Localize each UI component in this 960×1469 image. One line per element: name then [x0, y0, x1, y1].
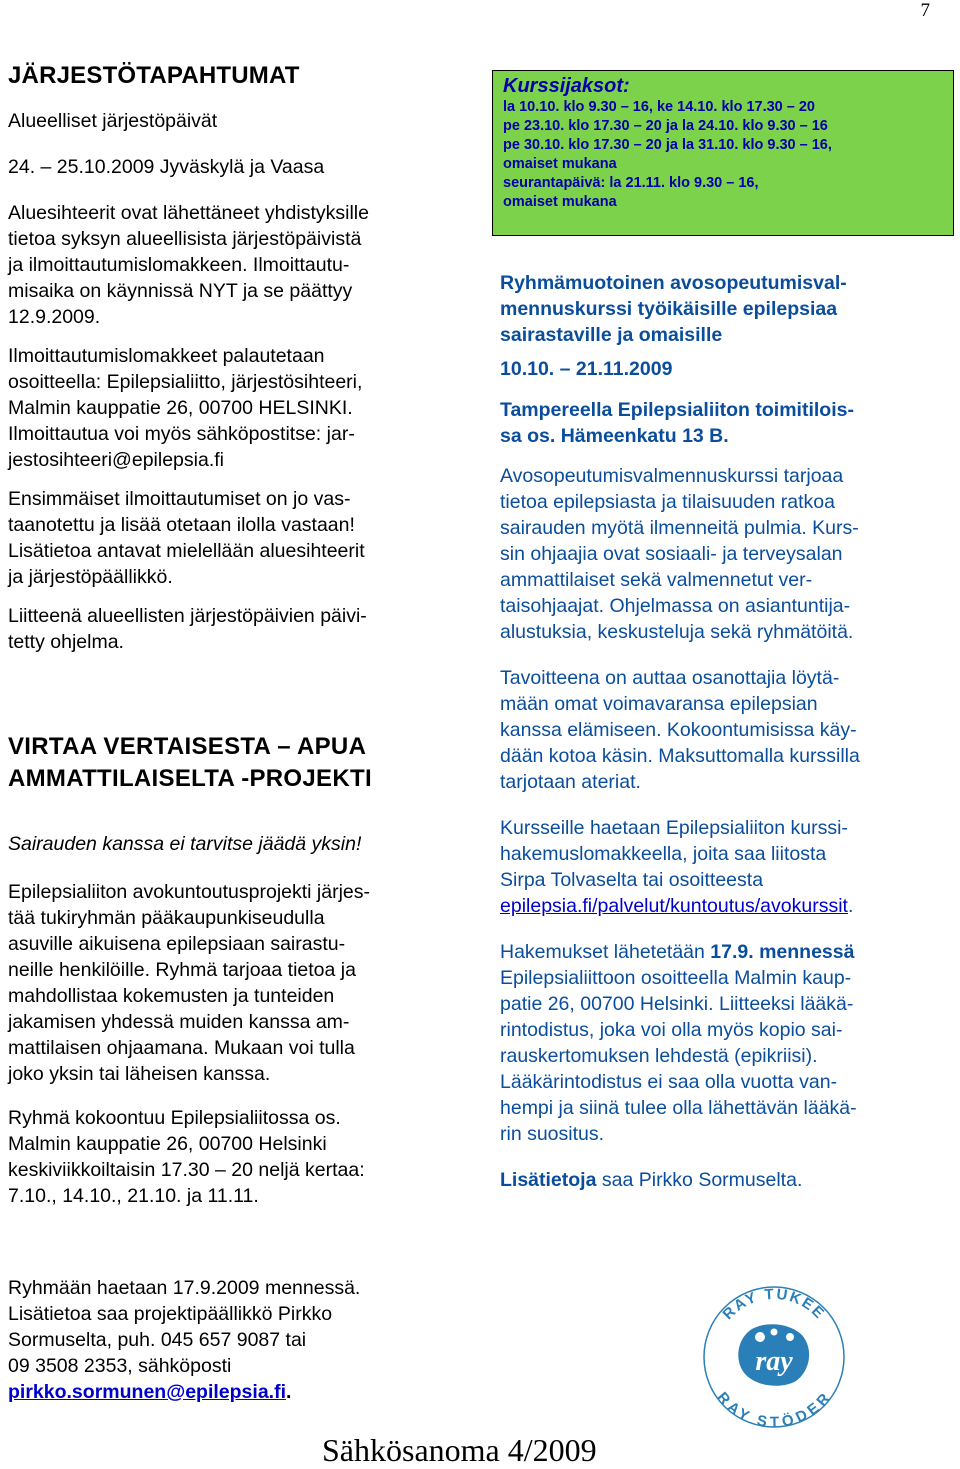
ray-logo: [694, 1277, 854, 1437]
left-column: [8, 62, 448, 1222]
paragraph-applications: Hakemukset lähetetään 17.9. mennessä Epilepsialiittoon osoitteella Malmin kaup- patie 26, 00700 Helsinki. Liitteeksi lääkä- rintodistus, joka voi olla myös kopio sai- rauskertomuksen lehdestä (epikriisi). Lääkärintodistus ei saa olla vuotta van- hempi ja siinä tulee olla lähettävän lääkä- rin suositus.: [500, 941, 857, 1145]
paragraph-received: Ensimmäiset ilmoittautumiset on jo vas- taanotettu ja lisää otetaan ilolla vastaan! Lisätietoa antavat mielellään aluesihteerit ja järjestöpäällikkö.: [8, 488, 365, 588]
paragraph-info: Lisätietoja saa Pirkko Sormuselta.: [500, 1169, 803, 1191]
paragraph-application-form: Kursseille haetaan Epilepsialiiton kurssi- hakemuslomakkeella, joita saa liitosta Sirpa Tolvaselta tai osoitteesta epilepsia.fi/palvelut/kuntoutus/avokurssit.: [500, 817, 854, 917]
page-number: 7: [920, 0, 930, 21]
box-title: Kurssijaksot:: [503, 75, 630, 97]
course-heading: Ryhmämuotoinen avosopeutumisval- mennuskurssi työikäisille epilepsiaa sairastaville ja omaisille: [500, 272, 847, 346]
avokurssit-link[interactable]: epilepsia.fi/palvelut/kuntoutus/avokurssit: [500, 895, 848, 917]
paragraph-intro: Aluesihteerit ovat lähettäneet yhdistyksille tietoa syksyn alueellisista järjestöpäivistä ja ilmoittautumislomakkeen. Ilmoittautu- misaika on käynnissä NYT ja se päättyy 12.9.2009.: [8, 202, 369, 328]
course-date: 10.10. – 21.11.2009: [500, 358, 673, 380]
paragraph-attachment: Liitteenä alueellisten järjestöpäivien päivi- tetty ohjelma.: [8, 605, 367, 653]
paragraph-project: Epilepsialiiton avokuntoutusprojekti järjes- tää tukiryhmän pääkaupunkiseudulla asuville aikuisena epilepsiaan sairastu- neille henkilöille. Ryhmä tarjoaa tietoa ja mahdollistaa kokemusten ja tunteiden jakamisen yhdessä muiden kanssa am- mattilaisen ohjaamana. Mukaan voi tulla joko yksin tai läheisen kanssa.: [8, 881, 371, 1085]
course-dates-box: Kurssijaksot: la 10.10. klo 9.30 – 16, ke 14.10. klo 17.30 – 20 pe 23.10. klo 17.30 – 20 ja la 24.10. klo 9.30 – 16 pe 30.10. klo 17.30 – 20 ja la 31.10. klo 9.30 – 16, omaiset mukana seurantapäivä: la 21.11. klo 9.30 – 16, omaiset mukana: [492, 70, 954, 236]
logo-top-text: RAY TUKEE: [719, 1285, 829, 1324]
svg-text:RAY STÖDER: [713, 1389, 835, 1431]
footer: Sähkösanoma 4/2009: [322, 1432, 597, 1468]
subtitle: Alueelliset järjestöpäivät: [8, 110, 218, 132]
email-link[interactable]: pirkko.sormunen@epilepsia.fi: [8, 1381, 286, 1403]
italic-tagline: Sairauden kanssa ei tarvitse jäädä yksin!: [8, 833, 362, 855]
contact-paragraph: Ryhmään haetaan 17.9.2009 mennessä. Lisätietoa saa projektipäällikkö Pirkko Sormuselta, puh. 045 657 9087 tai 09 3508 2353, sähköposti pirkko.sormunen@epilepsia.fi.: [8, 1277, 361, 1403]
logo-bottom-text: RAY STÖDER: [713, 1389, 835, 1432]
right-column: [500, 270, 940, 1206]
svg-text:RAY TUKEE: [720, 1286, 829, 1323]
event-dates: 24. – 25.10.2009 Jyväskylä ja Vaasa: [8, 156, 325, 178]
paragraph-course-desc: Avosopeutumisvalmennuskurssi tarjoaa tietoa epilepsiasta ja tilaisuuden ratkoa sairauden myötä ilmenneitä pulmia. Kurs- sin ohjaajia ovat sosiaali- ja terveysalan ammattilaiset sekä valmennetut ver- taisohjaajat. Ohjelmassa on asiantuntija- alustuksia, keskusteluja sekä ryhmätöitä.: [500, 465, 859, 643]
paragraph-meeting: Ryhmä kokoontuu Epilepsialiitossa os. Malmin kauppatie 26, 00700 Helsinki keskiviikkoiltaisin 17.30 – 20 neljä kertaa: 7.10., 14.10., 21.10. ja 11.11.: [8, 1107, 365, 1207]
section-title: JÄRJESTÖTAPAHTUMAT: [8, 62, 300, 89]
paragraph-goal: Tavoitteena on auttaa osanottajia löytä- mään omat voimavaransa epilepsian kanssa elämiseen. Kokoontumisissa käy- dään kotoa käsin. Maksuttomalla kurssilla tarjotaan ateriat.: [500, 667, 860, 793]
ray-logo-graphic: [694, 1277, 854, 1437]
project-title: VIRTAA VERTAISESTA – APUA AMMATTILAISELTA -PROJEKTI: [8, 733, 372, 792]
course-location: Tampereella Epilepsialiiton toimitilois- sa os. Hämeenkatu 13 B.: [500, 399, 854, 447]
logo-center-text: ray: [755, 1346, 793, 1377]
paragraph-registration: Ilmoittautumislomakkeet palautetaan osoitteella: Epilepsialiitto, järjestösihteeri, Malmin kauppatie 26, 00700 HELSINKI. Ilmoittautua voi myös sähköpostitse: jar- jestosihteeri@epilepsia.fi: [8, 345, 363, 471]
